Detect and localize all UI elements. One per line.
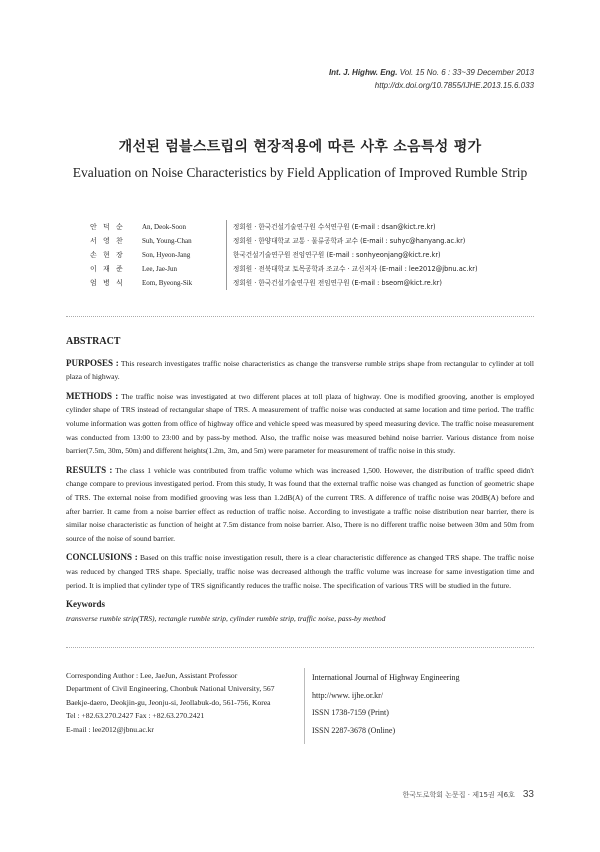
conclusions-paragraph — [66, 551, 534, 592]
author-row — [90, 234, 540, 248]
footer-journal: 한국도로학회 논문집 · 제15권 제6호 — [402, 791, 515, 799]
author-name-ko: 안 덕 순 — [90, 223, 125, 231]
title-korean: 개선된 럼블스트립의 현장적용에 따른 사후 소음특성 평가 — [118, 139, 482, 155]
conclusions-label: CONCLUSIONS : — [66, 552, 138, 563]
page-footer — [402, 789, 534, 800]
corresponding-author — [66, 669, 306, 736]
author-name-en: Suh, Young-Chan — [142, 237, 192, 245]
results-paragraph — [66, 464, 534, 546]
corresponding-email: E-mail : lee2012@jbnu.ac.kr — [66, 724, 154, 734]
author-list — [90, 220, 540, 290]
purposes-label: PURPOSES : — [66, 357, 119, 368]
methods-label: METHODS : — [66, 390, 119, 401]
volume-info: Vol. 15 No. 6 : 33~39 December 2013 — [399, 68, 534, 77]
author-affiliation: 정회원 · 한국건설기술연구원 수석연구원 (E-mail : dsan@kict.re.kr) — [226, 220, 436, 234]
author-affiliation: 정회원 · 한양대학교 교통 · 물류공학과 교수 (E-mail : suhyc@hanyang.ac.kr) — [226, 234, 465, 248]
author-name-ko: 서 영 찬 — [90, 237, 125, 245]
doi-link[interactable]: http://dx.doi.org/10.7855/IJHE.2013.15.6.033 — [374, 81, 534, 90]
journal-header — [329, 66, 534, 92]
purposes-paragraph — [66, 357, 534, 384]
keywords-heading: Keywords — [66, 599, 105, 610]
author-row — [90, 220, 540, 234]
author-affiliation: 정회원 · 전북대학교 토목공학과 조교수 · 교신저자 (E-mail : lee2012@jbnu.ac.kr) — [226, 262, 478, 276]
journal-name: International Journal of Highway Engineering — [312, 673, 460, 682]
author-affiliation: 한국건설기술연구원 전임연구원 (E-mail : sonhyeonjang@kict.re.kr) — [226, 248, 441, 262]
results-text: The class 1 vehicle was contributed from traffic volume which was increased 1,500. However, the distribution of traffic speed didn't change compare to previous investigated period. From this study, It was found that the external traffic noise was changed as function of geometric shape of TRS. The external noise from modified grooving was less than 1.2dB(A) of the current TRS. A difference of traffic noise was 20dB(A) before and after barrier. It came from a noise barrier effect as reduction of traffic noise. According to investigate a traffic noise distribution near barrier, there is similar noise characteristic as function of height at 7.5m distance from noise barrier. Also, There is no different traffic noise between 30m and 50m from source of the noise of sound barrier. — [66, 465, 534, 543]
corresponding-line: Tel : +82.63.270.2427 Fax : +82.63.270.2421 — [66, 711, 205, 721]
methods-paragraph — [66, 390, 534, 458]
abstract-section — [66, 335, 534, 625]
page-number: 33 — [522, 789, 534, 800]
abstract-heading: ABSTRACT — [66, 336, 121, 347]
journal-url[interactable]: http://www. ijhe.or.kr/ — [312, 690, 384, 700]
author-name-en: Eom, Byeong-Sik — [142, 279, 193, 287]
title-english: Evaluation on Noise Characteristics by Field Application of Improved Rumble Strip — [72, 165, 528, 180]
divider-top — [66, 316, 534, 317]
keywords-text: transverse rumble strip(TRS), rectangle rumble strip, cylinder rumble strip, traffic noise, pass-by method — [66, 613, 386, 623]
corresponding-line: Baekje-daero, Deokjin-gu, Jeonju-si, Jeollabuk-do, 561-756, Korea — [66, 697, 271, 707]
issn-print: ISSN 1738-7159 (Print) — [312, 708, 389, 717]
corresponding-line: Department of Civil Engineering, Chonbuk National University, 567 — [66, 684, 275, 694]
author-name-ko: 이 재 준 — [90, 265, 125, 273]
corresponding-line: Corresponding Author : Lee, JaeJun, Assistant Professor — [66, 671, 238, 680]
author-affiliation: 정회원 · 한국건설기술연구원 전임연구원 (E-mail : bseom@kict.re.kr) — [226, 276, 442, 290]
divider-bottom — [66, 647, 534, 648]
journal-info — [312, 669, 542, 739]
author-name-en: Son, Hyeon-Jang — [142, 251, 191, 259]
author-name-ko: 손 현 장 — [90, 251, 125, 259]
author-row — [90, 262, 540, 276]
footer-divider — [304, 668, 305, 744]
author-row — [90, 248, 540, 262]
author-row — [90, 276, 540, 290]
author-name-ko: 엄 병 식 — [90, 279, 125, 287]
author-name-en: An, Deok-Soon — [142, 223, 186, 231]
methods-text: The traffic noise was investigated at two different places at toll plaza of highway. One is modified grooving, another is employed cylinder shape of TRS instead of rectangular shape of TRS. A measurement of traffic noise was conducted at same location and time period. The traffic volume information was gotten from office of highway office and vehicle speed was measured by speed measuring device. The traffic noise measurement was conducted from 13:00 to 23:00 and by pass-by method. Also, the traffic noise was measured behind noise barrier. Various distance from noise barrier(7.5m, 30m, 50m) and different heights(1.2m, 3m, and 5m) were parameter for measurement of traffic noise in this study. — [66, 391, 534, 456]
issn-online: ISSN 2287-3678 (Online) — [312, 725, 396, 735]
results-label: RESULTS : — [66, 464, 113, 475]
conclusions-text: Based on this traffic noise investigation result, there is a clear characteristic difference as changed TRS shape. The traffic noise was reduced by changed TRS shape. Specially, traffic noise was decreased although the traffic volume was increase for same investigation time and period. It is implied that cylinder type of TRS significantly reduces the traffic noise. The specification of various TRS will be studied in the future. — [66, 553, 534, 590]
purposes-text: This research investigates traffic noise characteristics as change the transverse rumble strips shape from rectangular to cylinder at toll plaza of highway. — [66, 358, 534, 382]
author-name-en: Lee, Jae-Jun — [142, 265, 177, 273]
journal-abbrev: Int. J. Highw. Eng. — [328, 68, 398, 77]
